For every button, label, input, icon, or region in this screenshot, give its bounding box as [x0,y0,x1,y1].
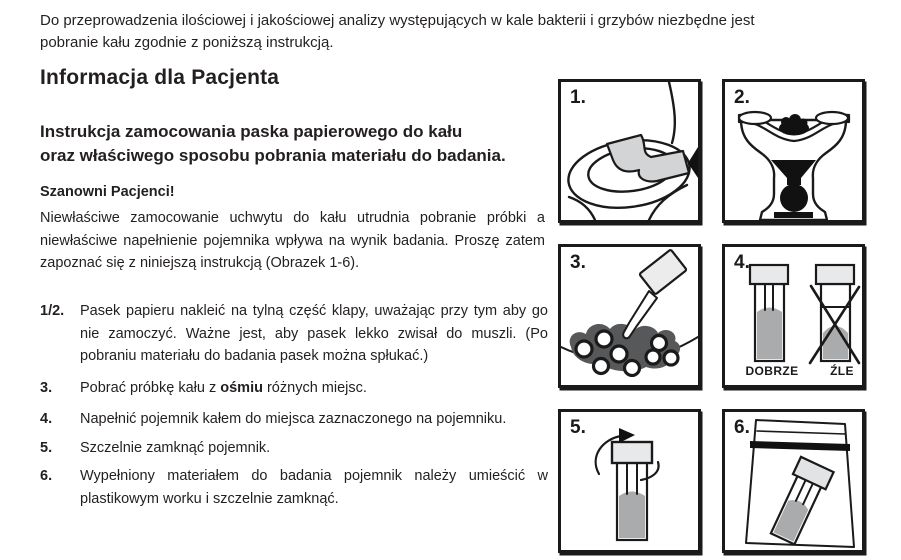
step-item-6 [40,465,548,510]
panel-number: 6. [734,417,750,438]
figure-panel-5 [558,409,701,553]
steps-list [40,300,548,516]
subtitle-line-1: Instrukcja zamocowania paska papierowego do kału [40,122,463,141]
subtitle [40,120,506,168]
step-number: 1/2. [40,303,65,319]
panel-number: 4. [734,252,750,273]
step-number: 5. [40,439,53,456]
step-number: 6. [40,468,53,484]
step-text: Wypełniony materiałem do badania pojemnik należy umieścić w plastikowym worku i szczelnie zamknąć. [80,468,548,507]
body-paragraph: Niewłaściwe zamocowanie uchwytu do kału utrudnia pobranie próbki a niewłaściwe napełnienie pojemnika wpływa na wynik badania. Proszę zatem zapoznać się z niniejszą instrukcją (Obrazek 1-6). [40,210,545,271]
panel-number: 1. [570,87,586,108]
figure-panel-1 [558,79,701,223]
figure-grid [558,79,865,553]
good-label: DOBRZE [745,364,799,378]
step-item-5 [40,437,548,460]
step-text: Pobrać próbkę kału z ośmiu różnych miejsc. [80,379,367,396]
panel-number: 5. [570,417,586,438]
subtitle-line-2: oraz właściwego sposobu pobrania materiału do badania. [40,146,506,165]
step-number: 4. [40,411,53,427]
page-title: Informacja dla Pacjenta [40,66,280,89]
salutation: Szanowni Pacjenci! [40,184,175,200]
step-item-4 [40,408,548,431]
panel-number: 2. [734,87,750,108]
figure-panel-3 [558,244,701,388]
step-number: 3. [40,379,53,396]
step-text: Pasek papieru nakleić na tylną część klapy, uważając przy tym aby go nie zamoczyć. Ważne jest, aby pasek lekko zwisał do muszli. (Po pobraniu materiału do badania pasek można spłukać.) [80,303,548,364]
step-emphasis: ośmiu [220,379,263,396]
bad-label: ŹLE [830,364,854,378]
step-text: Napełnić pojemnik kałem do miejsca zaznaczonego na pojemniku. [80,411,507,427]
intro-paragraph: Do przeprowadzenia ilościowej i jakościowej analizy występujących w kale bakterii i grzybów niezbędne jest pobranie kału zgodnie z poniższą instrukcją. [40,12,755,51]
figure-panel-6 [722,409,865,553]
figure-panel-2 [722,79,865,223]
step-item-3 [40,377,548,400]
panel-number: 3. [570,252,586,273]
figure-panel-4 [722,244,865,388]
step-text: Szczelnie zamknąć pojemnik. [80,439,271,456]
step-item-1-2 [40,300,548,368]
